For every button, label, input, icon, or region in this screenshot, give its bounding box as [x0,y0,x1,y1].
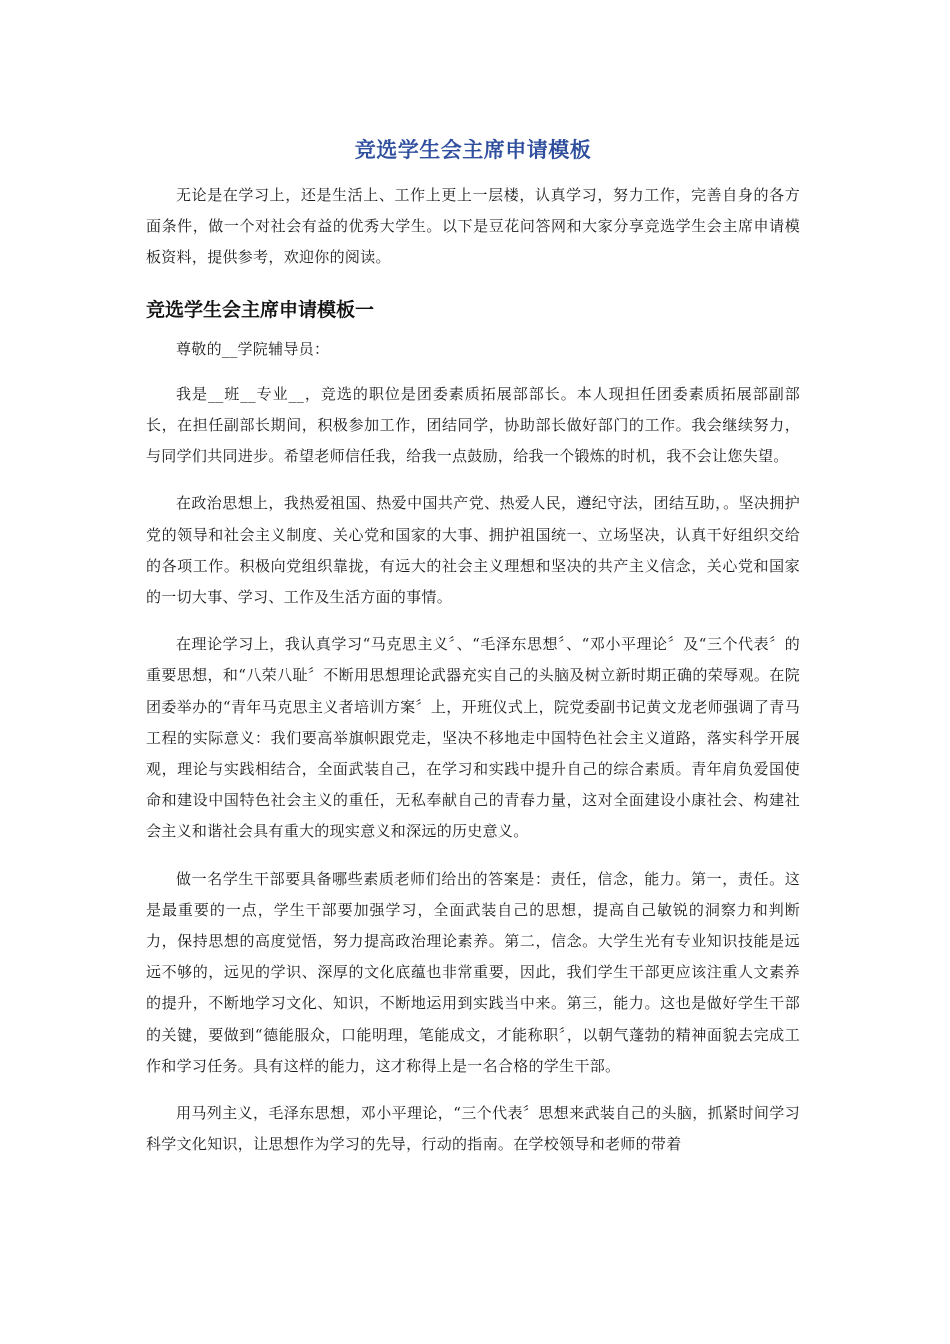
body-paragraph-1: 我是__班__专业__，竞选的职位是团委素质拓展部部长。本人现担任团委素质拓展部副部长，在担任副部长期间，积极参加工作，团结同学，协助部长做好部门的工作。我会继续努力，与同学们共同进步。希望老师信任我，给我一点鼓励，给我一个锻炼的时机，我不会让您失望。 [146,384,800,466]
body-paragraph-4: 做一名学生干部要具备哪些素质老师们给出的答案是：责任，信念，能力。第一，责任。这是最重要的一点，学生干部要加强学习，全面武装自己的思想，提高自己敏锐的洞察力和判断力，保持思想的高度觉悟，努力提高政治理论素养。第二，信念。大学生光有专业知识技能是远远不够的，远见的学识、深厚的文化底蕴也非常重要，因此，我们学生干部更应该注重人文素养的提升，不断地学习文化、知识，不断地运用到实践当中来。第三，能力。这也是做好学生干部的关键，要做到“德能服众，口能明理，笔能成文，才能称职〞，以朝气蓬勃的精神面貌去完成工作和学习任务。具有这样的能力，这才称得上是一名合格的学生干部。 [146,869,800,1075]
intro-paragraph: 无论是在学习上，还是生活上、工作上更上一层楼，认真学习，努力工作，完善自身的各方面条件，做一个对社会有益的优秀大学生。以下是豆花问答网和大家分享竞选学生会主席申请模板资料，提供参考，欢迎你的阅读。 [146,186,800,267]
body-paragraph-5: 用马列主义，毛泽东思想，邓小平理论，“三个代表〞思想来武装自己的头脑，抓紧时间学习科学文化知识，让思想作为学习的先导，行动的指南。在学校领导和老师的带着 [146,1104,800,1154]
body-paragraph-3: 在理论学习上，我认真学习“马克思主义〞、“毛泽东思想〞、“邓小平理论〞及“三个代表〞的重要思想，和“八荣八耻〞不断用思想理论武器充实自己的头脑及树立新时期正确的荣辱观。在院团委举办的“青年马克思主义者培训方案〞上，开班仪式上，院党委副书记黄文龙老师强调了青马工程的实际意义：我们要高举旗帜跟党走，坚决不移地走中国特色社会主义道路，落实科学开展观，理论与实践相结合，全面武装自己，在学习和实践中提升自己的综合素质。青年肩负爱国使命和建设中国特色社会主义的重任，无私奉献自己的青春力量，这对全面建设小康社会、构建社会主义和谐社会具有重大的现实意义和深远的历史意义。 [146,635,800,841]
section-heading: 竞选学生会主席申请模板一 [146,298,375,321]
salutation: 尊敬的__学院辅导员： [176,339,330,358]
document-page [146,128,800,1176]
document-title: 竞选学生会主席申请模板 [354,138,592,162]
body-paragraph-2: 在政治思想上，我热爱祖国、热爱中国共产党、热爱人民，遵纪守法，团结互助，。坚决拥护党的领导和社会主义制度、关心党和国家的大事、拥护祖国统一、立场坚决，认真干好组织交给的各项工作。积极向党组织靠拢，有远大的社会主义理想和坚决的共产主义信念，关心党和国家的一切大事、学习、工作及生活方面的事情。 [146,494,800,607]
